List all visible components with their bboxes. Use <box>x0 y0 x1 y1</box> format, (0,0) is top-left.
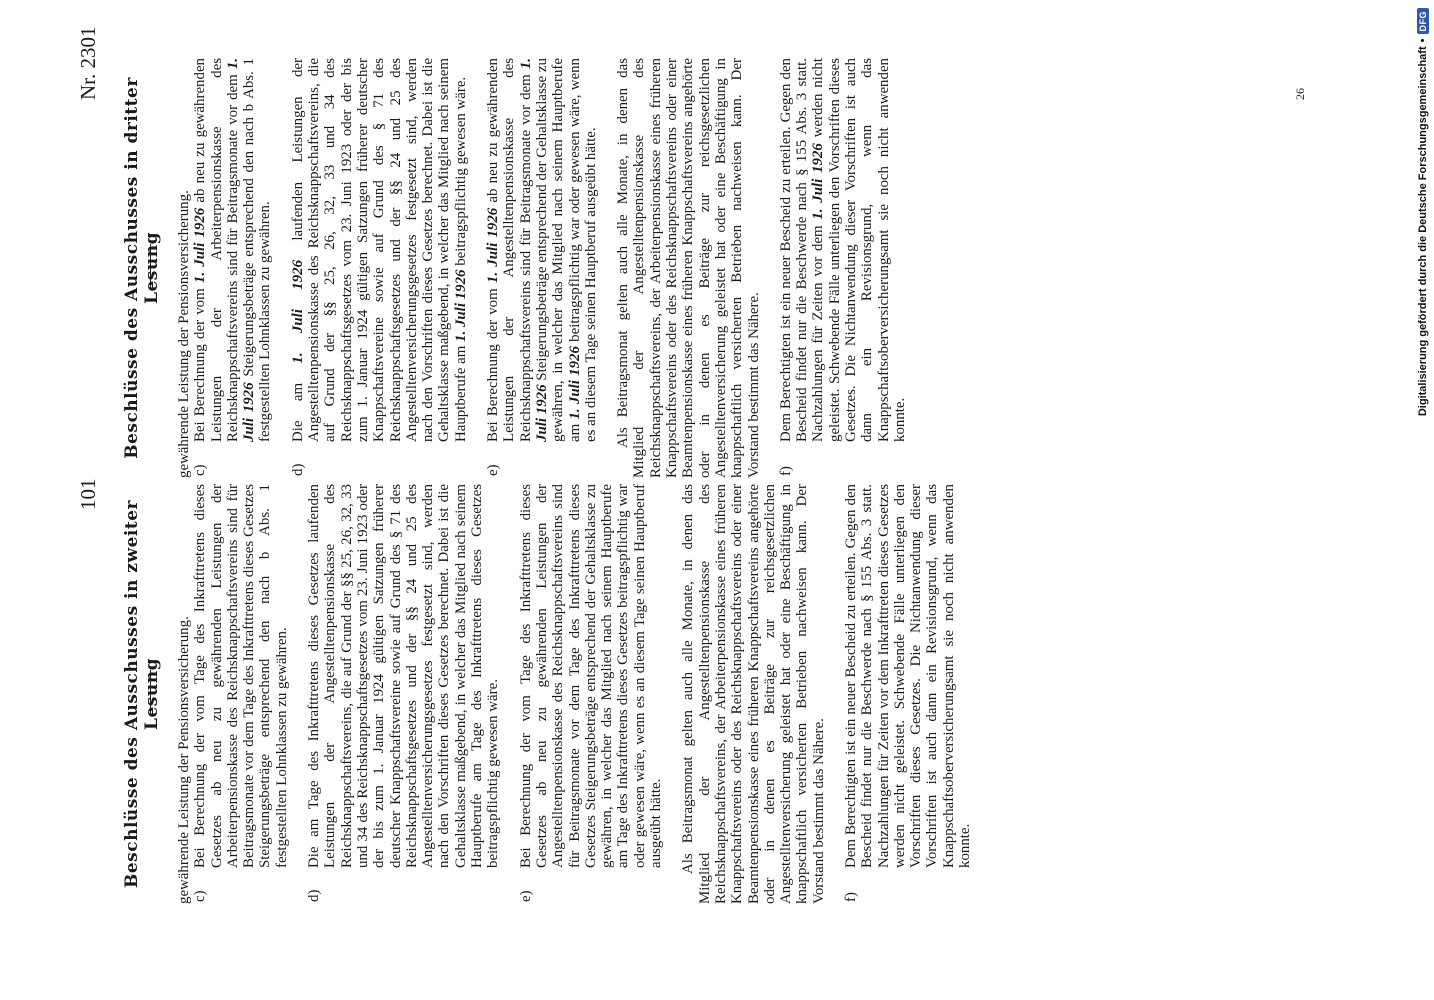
dfg-logo: DFG <box>1417 8 1429 35</box>
item-label: e) <box>517 890 534 902</box>
item-text <box>485 58 599 442</box>
date-emphasis: 1. Juli 1926 <box>192 207 209 284</box>
item-text: Die am Tage des Inkrafttretens dieses Gesetzes laufenden Leistungen der Angestelltenpensionskasse des Reichsknappschaftsvereins, die auf Grund der §§ 25, 26, 32, 33 und 34 des Reichsknappschaftsgesetzes vom 23. Juni 1923 oder der bis zum 1. Januar 1924 gültigen Satzungen früherer deutscher Knappschaftsvereine sowie auf Grund des § 71 des Reichsknappschaftsgesetzes und der §§ 24 und 25 des Angestelltenversicherungsgesetzes festgesetzt sind, werden nach den Vorschriften dieses Gesetzes berechnet. Dabei ist die Gehaltsklasse maßgebend, in welcher das Mitglied nach seinem Hauptberufe am Tage des Inkrafttretens dieses Gesetzes beitragspflichtig gewesen wäre. <box>306 484 502 868</box>
intro-text: gewährende Leistung der Pensionsversicherung. <box>176 616 192 904</box>
item-f <box>843 484 973 904</box>
left-column-heading: Beschlüsse des Ausschusses in zweiter Lesung <box>122 500 162 888</box>
text-run: ab neu zu gewährenden Leistungen der Arbeiterpensionskasse des Reichsknappschaftsvereins sind für Beitragsmonate vor dem <box>192 58 241 442</box>
text-run: Bei Berechnung der vom <box>192 283 209 442</box>
heading-rule <box>150 670 151 716</box>
item-label: d) <box>306 889 323 902</box>
text-run: Steigerungsbeträge entsprechend der Gehaltsklasse zu gewähren, in welcher das Mitglied nach seinem Hauptberufe am <box>533 58 583 442</box>
right-column <box>176 58 1276 478</box>
text-run: laufenden Leistungen der Angestelltenpensionskasse des Reichsknappschaftsvereins, die auf Grund der §§ 25, 26, 32, 33 und 34 des Reichsknappschaftsgesetzes vom 23. Juni 1923 oder der bis zum 1. Januar 1924 gültigen Satzungen früherer deutscher Knappschaftsvereine sowie auf Grund des § 71 des Reichsknappschaftsgesetzes und der §§ 24 und 25 des Angestelltenversicherungsgesetzes festgesetzt sind, werden nach den Vorschriften dieses Gesetzes berechnet. Dabei ist die Gehaltsklasse maßgebend, in welcher das Mitglied nach seinem Hauptberufe am <box>289 58 469 442</box>
text-run: beitragspflichtig war oder gewesen wäre, wenn es an diesem Tage seinen Hauptberuf ausgeübt hätte. <box>566 58 599 442</box>
funding-note: Digitalisierung gefördert durch die Deutsche Forschungsgemeinschaft <box>1417 46 1429 417</box>
date-emphasis: 1. Juli 1926 <box>566 346 583 420</box>
text-run: werden nicht geleistet. Schwebende Fälle unterliegen den Vorschriften dieses Gesetzes. Die Nichtanwendung dieser Vorschriften ist auch dann ein Revisionsgrund, wenn das Knappschaftsoberversicherungsamt sie noch nicht anwenden konnte. <box>810 58 908 442</box>
text-run: ab neu zu gewährenden Leistungen der Angestelltenpensionskasse des Reichsknappschaftsvereins sind für Beitragsmonate vor dem <box>485 58 534 442</box>
document-number: Nr. 2301 <box>76 26 100 100</box>
item-label: c) <box>192 464 209 476</box>
text-run: Bei Berechnung der vom <box>485 283 502 442</box>
date-emphasis: 1. Juli 1926 <box>810 143 827 220</box>
date-emphasis: 1. Juli 1926 <box>289 259 306 364</box>
date-emphasis: 1. Juli 1926 <box>452 269 469 342</box>
date-emphasis: 1. Juli 1926 <box>517 58 550 442</box>
right-column-heading: Beschlüsse des Ausschusses in dritter Lesung <box>122 77 162 459</box>
item-text <box>192 58 273 442</box>
item-text <box>778 58 908 442</box>
item-label: c) <box>192 890 209 902</box>
item-text: Bei Berechnung der vom Tage des Inkrafttretens dieses Gesetzes ab neu zu gewährenden Leistungen der Angestelltenpensionskasse des Reichsknappschaftsvereins sind für Beitragsmonate vor dem Tage des Inkrafttretens dieses Gesetzes Steigerungsbeträge entsprechend der Gehaltsklasse zu gewähren, in welcher das Mitglied nach seinem Hauptberufe am Tage des Inkrafttretens dieses Gesetzes beitragspflichtig war oder gewesen wäre, wenn es an diesem Tage seinen Hauptberuf ausgeübt hätte. <box>517 484 665 868</box>
digitization-sidebar <box>1412 8 1434 992</box>
item-d <box>306 484 502 904</box>
item-label: f) <box>842 892 859 902</box>
item-text: Dem Berechtigten ist ein neuer Bescheid zu erteilen. Gegen den Bescheid findet nur die Beschwerde nach § 155 Abs. 3 statt. Nachzahlungen für Zeiten vor dem Inkrafttreten dieses Gesetzes werden nicht geleistet. Schwebende Fälle unterliegen den Vorschriften dieses Gesetzes. Die Nichtanwendung dieser Vorschriften ist auch dann ein Revisionsgrund, wenn das Knappschaftsoberversicherungsamt sie noch nicht anwenden konnte. <box>842 484 974 868</box>
intro-text: gewährende Leistung der Pensionsversicherung. <box>176 190 192 478</box>
item-f <box>778 58 908 478</box>
left-column <box>176 484 1276 904</box>
date-emphasis: 1. Juli 1926 <box>224 58 258 442</box>
page-number: 101 <box>76 478 100 510</box>
item-label: f) <box>777 466 794 476</box>
text-run: beitragspflichtig gewesen wäre. <box>452 76 469 270</box>
item-text <box>290 58 469 442</box>
item-label: d) <box>289 463 306 476</box>
footer-page-number: 26 <box>1293 88 1307 100</box>
date-emphasis: 1. Juli 1926 <box>485 207 502 284</box>
text-run: Dem Berechtigten ist ein neuer Bescheid zu erteilen. Gegen den Bescheid findet nur die Beschwerde nach § 155 Abs. 3 statt. Nachzahlungen für Zeiten vor dem <box>777 58 827 442</box>
paragraph-text: Als Beitragsmonat gelten auch alle Monate, in denen das Mitglied der Angestelltenpensionskasse des Reichsknappschaftsvereins, der Arbeiterpensionskasse eines früheren Knappschaftsvereins oder des Reichsknappschaftsvereins oder einer Beamtenpensionskasse eines früheren Knappschaftsvereins angehörte oder in denen es Beiträge zur reichsgesetzlichen Angestelltenversicherung geleistet hat oder eine Beschäftigung in knappschaftlich versicherten Betrieben nachweisen kann. Der Vorstand bestimmt das Nähere. <box>680 484 827 904</box>
item-e <box>485 58 599 478</box>
text-run: Die am <box>289 363 306 442</box>
item-c <box>192 484 290 904</box>
paragraph-text: Als Beitragsmonat gelten auch alle Monate, in denen das Mitglied der Angestelltenpensionskasse des Reichsknappschaftsvereins, der Arbeiterpensionskasse eines früheren Knappschaftsvereins oder des Reichsknappschaftsvereins oder einer Beamtenpensionskasse eines früheren Knappschaftsvereins angehörte oder in denen es Beiträge zur reichsgesetzlichen Angestelltenversicherung geleistet hat oder eine Beschäftigung in knappschaftlich versicherten Betrieben nachweisen kann. Der Vorstand bestimmt das Nähere. <box>615 58 762 478</box>
item-text: Bei Berechnung der vom Tage des Inkrafttretens dieses Gesetzes ab neu zu gewährenden Leistungen der Arbeiterpensionskasse des Reichsknappschaftsvereins sind für Beitragsmonate vor dem Tage des Inkrafttretens dieses Gesetzes Steigerungsbeträge entsprechend den nach b Abs. 1 festgestellten Lohnklassen zu gewähren. <box>192 484 290 868</box>
text-run: Steigerungsbeträge entsprechend den nach b Abs. 1 festgestellten Lohnklassen zu gewähren. <box>241 58 274 442</box>
item-e <box>518 484 665 904</box>
heading-rule <box>150 244 151 290</box>
separator: • <box>1417 38 1429 43</box>
item-d <box>290 58 469 478</box>
item-c <box>192 58 273 478</box>
item-label: e) <box>485 464 502 476</box>
